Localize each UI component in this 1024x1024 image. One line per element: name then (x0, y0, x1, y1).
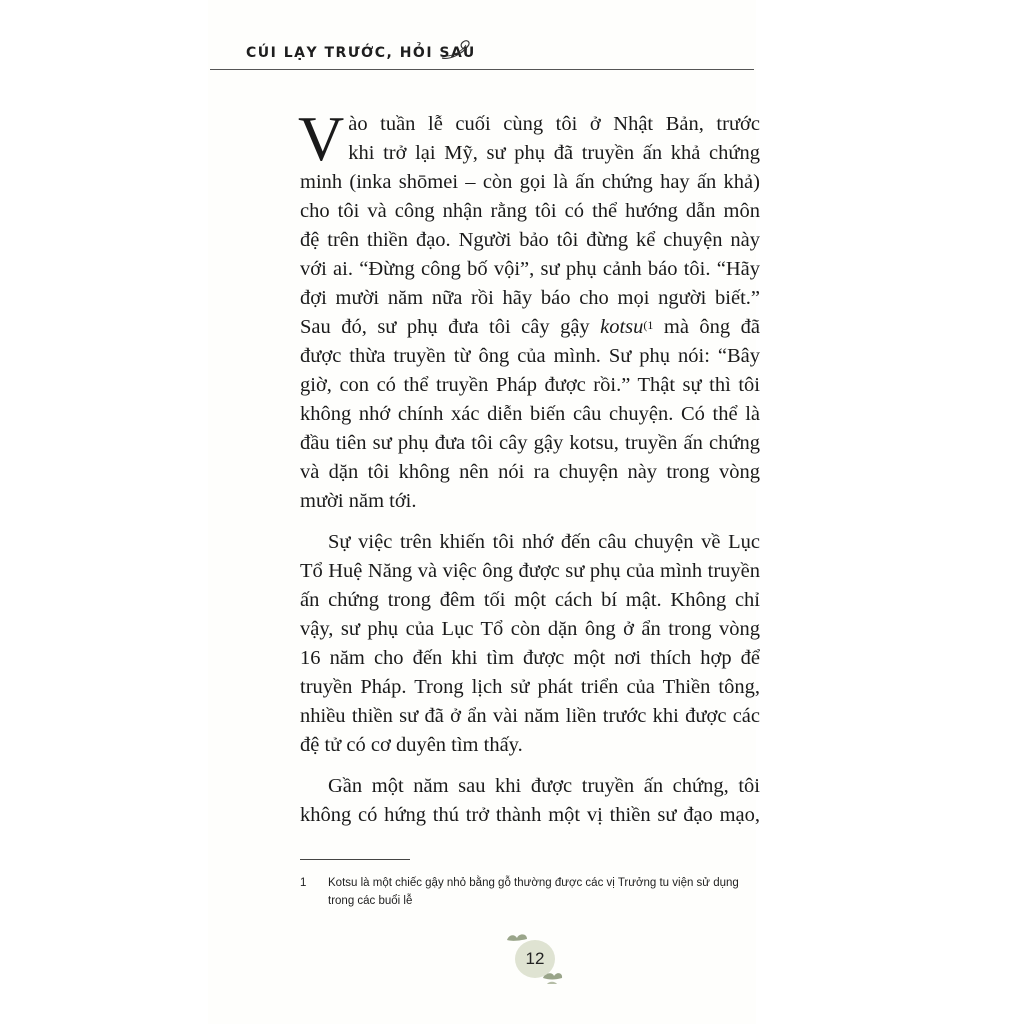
text-line: 16 năm cho đến khi tìm được một nơi thích hợp để (300, 647, 760, 669)
text-line: ào tuần lễ cuối cùng tôi ở Nhật Bản, trước (348, 113, 760, 135)
paragraph-1 (298, 103, 760, 516)
text-line: Tổ Huệ Năng và việc ông được sư phụ của mình truyền (300, 560, 760, 582)
text-line: đệ tử có cơ duyên tìm thấy. (300, 734, 523, 756)
text-line: và dặn tôi không nên nói ra chuyện này trong vòng (300, 461, 760, 483)
paragraph-3 (300, 772, 760, 830)
footnote (300, 874, 770, 910)
footnote-rule (300, 859, 410, 860)
text-line: giờ, con có thể truyền Pháp được rồi.” Thật sự thì tôi (300, 374, 760, 396)
footnote-ref[interactable]: (1 (643, 318, 654, 332)
body-text (298, 103, 760, 830)
text-line: truyền Pháp. Trong lịch sử phát triển của Thiền tông, (300, 676, 760, 698)
page-number-ornament (505, 930, 565, 986)
footnote-number: 1 (300, 877, 307, 889)
text-line: đầu tiên sư phụ đưa tôi cây gậy kotsu, truyền ấn chứng (300, 432, 760, 454)
text-line: Gần một năm sau khi được truyền ấn chứng, tôi (328, 775, 760, 797)
text-line: đệ trên thiền đạo. Người bảo tôi đừng kể chuyện này (300, 229, 760, 251)
text-line: minh (inka shōmei – còn gọi là ấn chứng hay ấn khả) (300, 171, 760, 193)
kotsu-term: kotsu (600, 316, 644, 338)
text-line: không nhớ chính xác diễn biến câu chuyện. Có thể là (300, 403, 760, 425)
running-title: CÚI LẠY TRƯỚC, HỎI SAU (246, 45, 476, 61)
footnote-text (328, 874, 770, 910)
paragraph-2 (300, 528, 760, 760)
text-line: khi trở lại Mỹ, sư phụ đã truyền ấn khả chứng (348, 142, 760, 164)
text-fragment: mà ông đã (653, 316, 760, 338)
text-fragment: Sau đó, sư phụ đưa tôi cây gậy (300, 316, 601, 338)
swirl-ornament-icon (440, 38, 476, 62)
text-line: cho tôi và công nhận rằng tôi có thể hướng dẫn môn (300, 200, 760, 222)
footnote-line: Kotsu là một chiếc gậy nhỏ bằng gỗ thường được các vị Trưởng tu viện sử dụng (328, 877, 739, 889)
text-line: Sự việc trên khiến tôi nhớ đến câu chuyện về Lục (328, 531, 760, 553)
text-line: vậy, sư phụ của Lục Tổ còn dặn ông ở ẩn trong vòng (300, 618, 760, 640)
text-line: ấn chứng trong đêm tối một cách bí mật. Không chỉ (300, 589, 760, 611)
text-line: nhiều thiền sư đã ở ẩn vài năm liền trước khi được các (300, 705, 760, 727)
text-line: được thừa truyền từ ông của mình. Sư phụ nói: “Bây (300, 345, 760, 367)
text-line: với ai. “Đừng công bố vội”, sư phụ cảnh báo tôi. “Hãy (300, 258, 760, 280)
text-line: đợi mười năm nữa rồi hãy báo cho mọi người biết.” (300, 287, 760, 309)
drop-cap: V (298, 103, 345, 174)
text-line: không có hứng thú trở thành một vị thiền sư đạo mạo, (300, 804, 760, 826)
text-line (300, 313, 760, 342)
page-number: 12 (515, 940, 555, 978)
header-rule (210, 69, 754, 70)
text-line: mười năm tới. (300, 490, 417, 512)
footnote-line: trong các buổi lễ (328, 895, 413, 907)
